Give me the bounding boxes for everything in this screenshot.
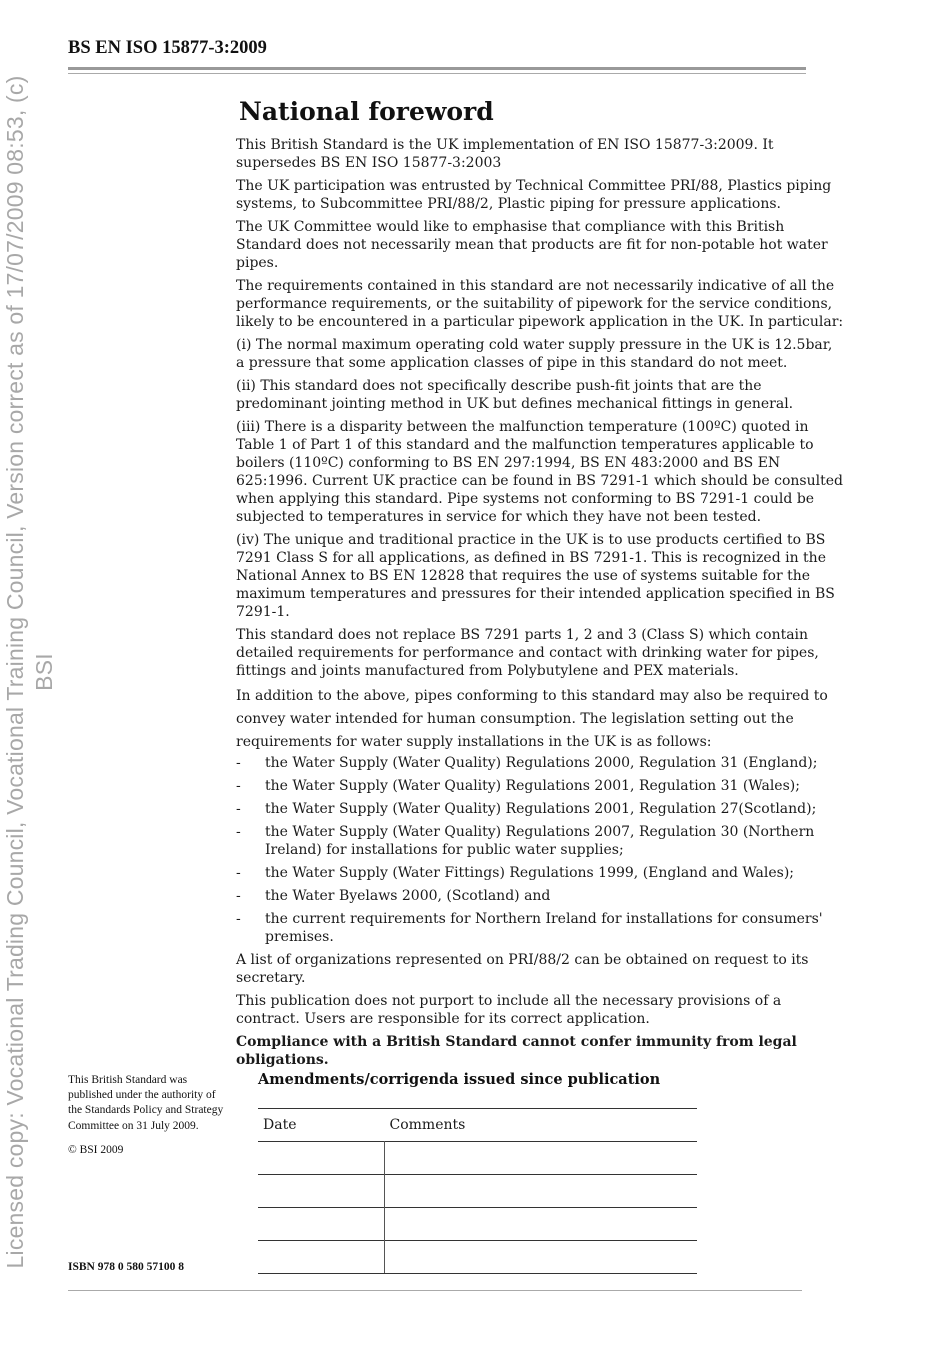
- watermark-line-1: Licensed copy: Vocational Trading Council, Vocational Training Council, Version correct as of 17/07/2009 08:53, (c): [2, 75, 28, 1269]
- license-watermark: [0, 0, 60, 1345]
- table-header-row: [258, 1109, 697, 1142]
- table-row: [258, 1208, 697, 1241]
- list-item-text: the Water Supply (Water Quality) Regulations 2001, Regulation 27(Scotland);: [265, 801, 817, 817]
- page-title: National foreword: [239, 97, 494, 126]
- footer-rule: [68, 1290, 802, 1291]
- document-id: BS EN ISO 15877-3:2009: [68, 38, 267, 58]
- table-row: [258, 1241, 697, 1274]
- publication-statement: This British Standard was published under the authority of the Standards Policy and Strategy Committee on 31 July 2009.: [68, 1074, 224, 1132]
- foreword-paragraph: This publication does not purport to include all the necessary provisions of a contract. Users are responsible for its correct application.: [236, 993, 782, 1027]
- amendments-title: Amendments/corrigenda issued since publication: [258, 1071, 661, 1088]
- foreword-paragraph: This standard does not replace BS 7291 parts 1, 2 and 3 (Class S) which contain detailed requirements for performance and contact with drinking water for pipes, fittings and joints manufactured from Polybutylene and PEX materials.: [236, 627, 819, 679]
- foreword-paragraph: This British Standard is the UK implementation of EN ISO 15877-3:2009. It supersedes BS EN ISO 15877-3:2003: [236, 137, 774, 171]
- list-dash: -: [236, 824, 241, 840]
- list-dash: -: [236, 755, 241, 771]
- table-cell-comments: [385, 1142, 698, 1175]
- watermark-line-2: BSI: [31, 653, 57, 691]
- list-dash: -: [236, 865, 241, 881]
- foreword-paragraph: A list of organizations represented on PRI/88/2 can be obtained on request to its secretary.: [236, 952, 809, 986]
- legislation-intro: In addition to the above, pipes conforming to this standard may also be required to convey water intended for human consumption. The legislation setting out the requirements for water supply installations in the UK is as follows:: [236, 688, 828, 750]
- foreword-body: [236, 96, 844, 1071]
- regulations-list: [236, 754, 844, 946]
- list-dash: -: [236, 801, 241, 817]
- table-cell-comments: [385, 1241, 698, 1274]
- foreword-paragraph: (i) The normal maximum operating cold water supply pressure in the UK is 12.5bar, a pressure that some application classes of pipe in this standard do not meet.: [236, 337, 833, 371]
- column-header-date: Date: [258, 1109, 385, 1142]
- list-item: [236, 823, 844, 859]
- table-cell-comments: [385, 1208, 698, 1241]
- list-item: [236, 800, 844, 818]
- foreword-paragraph: The UK participation was entrusted by Technical Committee PRI/88, Plastics piping systems, to Subcommittee PRI/88/2, Plastic piping for pressure applications.: [236, 178, 832, 212]
- list-item: [236, 777, 844, 795]
- list-item-text: the Water Supply (Water Quality) Regulations 2007, Regulation 30 (Northern Ireland) for installations for public water supplies;: [265, 824, 815, 858]
- list-item-text: the current requirements for Northern Ireland for installations for consumers' premises.: [265, 911, 823, 945]
- copyright-notice: © BSI 2009: [68, 1143, 124, 1156]
- list-dash: -: [236, 911, 241, 927]
- header-rule: [68, 67, 806, 70]
- table-cell-date: [258, 1142, 385, 1175]
- table-row: [258, 1142, 697, 1175]
- table-cell-date: [258, 1175, 385, 1208]
- foreword-paragraph: (iii) There is a disparity between the malfunction temperature (100ºC) quoted in Table 1 of Part 1 of this standard and the malfunction temperatures applicable to boilers (110ºC) conforming to BS EN 297:1994, BS EN 483:2000 and BS EN 625:1996. Current UK practice can be found in BS 7291-1 which should be consulted when applying this standard. Pipe systems not conforming to BS 7291-1 could be subjected to temperatures in service for which they have not been tested.: [236, 419, 843, 525]
- list-dash: -: [236, 888, 241, 904]
- list-item: [236, 864, 844, 882]
- amendments-table: [258, 1108, 697, 1274]
- table-cell-date: [258, 1241, 385, 1274]
- table-row: [258, 1175, 697, 1208]
- list-item-text: the Water Supply (Water Fittings) Regulations 1999, (England and Wales);: [265, 865, 795, 881]
- isbn: ISBN 978 0 580 57100 8: [68, 1261, 184, 1273]
- table-cell-date: [258, 1208, 385, 1241]
- foreword-paragraph: (iv) The unique and traditional practice in the UK is to use products certified to BS 7291 Class S for all applications, as defined in BS 7291-1. This is recognized in the National Annex to BS EN 12828 that requires the use of systems suitable for the maximum temperatures and pressures for their intended application specified in BS 7291-1.: [236, 532, 835, 620]
- foreword-paragraph: The requirements contained in this standard are not necessarily indicative of all the performance requirements, or the suitability of pipework for the service conditions, likely to be encountered in a particular pipework application in the UK. In particular:: [236, 278, 844, 330]
- compliance-statement: Compliance with a British Standard cannot confer immunity from legal obligations.: [236, 1034, 797, 1068]
- list-item-text: the Water Byelaws 2000, (Scotland) and: [265, 888, 551, 904]
- publication-note: [68, 1073, 228, 1158]
- list-item: [236, 910, 844, 946]
- foreword-paragraph: (ii) This standard does not specifically describe push-fit joints that are the predominant jointing method in UK but defines mechanical fittings in general.: [236, 378, 794, 412]
- table-cell-comments: [385, 1175, 698, 1208]
- list-dash: -: [236, 778, 241, 794]
- watermark-text: [1, 2, 59, 1342]
- list-item: [236, 754, 844, 772]
- list-item-text: the Water Supply (Water Quality) Regulations 2000, Regulation 31 (England);: [265, 755, 818, 771]
- header-rule-thin: [68, 73, 806, 74]
- list-item-text: the Water Supply (Water Quality) Regulations 2001, Regulation 31 (Wales);: [265, 778, 800, 794]
- foreword-paragraph: The UK Committee would like to emphasise that compliance with this British Standard does not necessarily mean that products are fit for non-potable hot water pipes.: [236, 219, 828, 271]
- column-header-comments: Comments: [385, 1109, 698, 1142]
- list-item: [236, 887, 844, 905]
